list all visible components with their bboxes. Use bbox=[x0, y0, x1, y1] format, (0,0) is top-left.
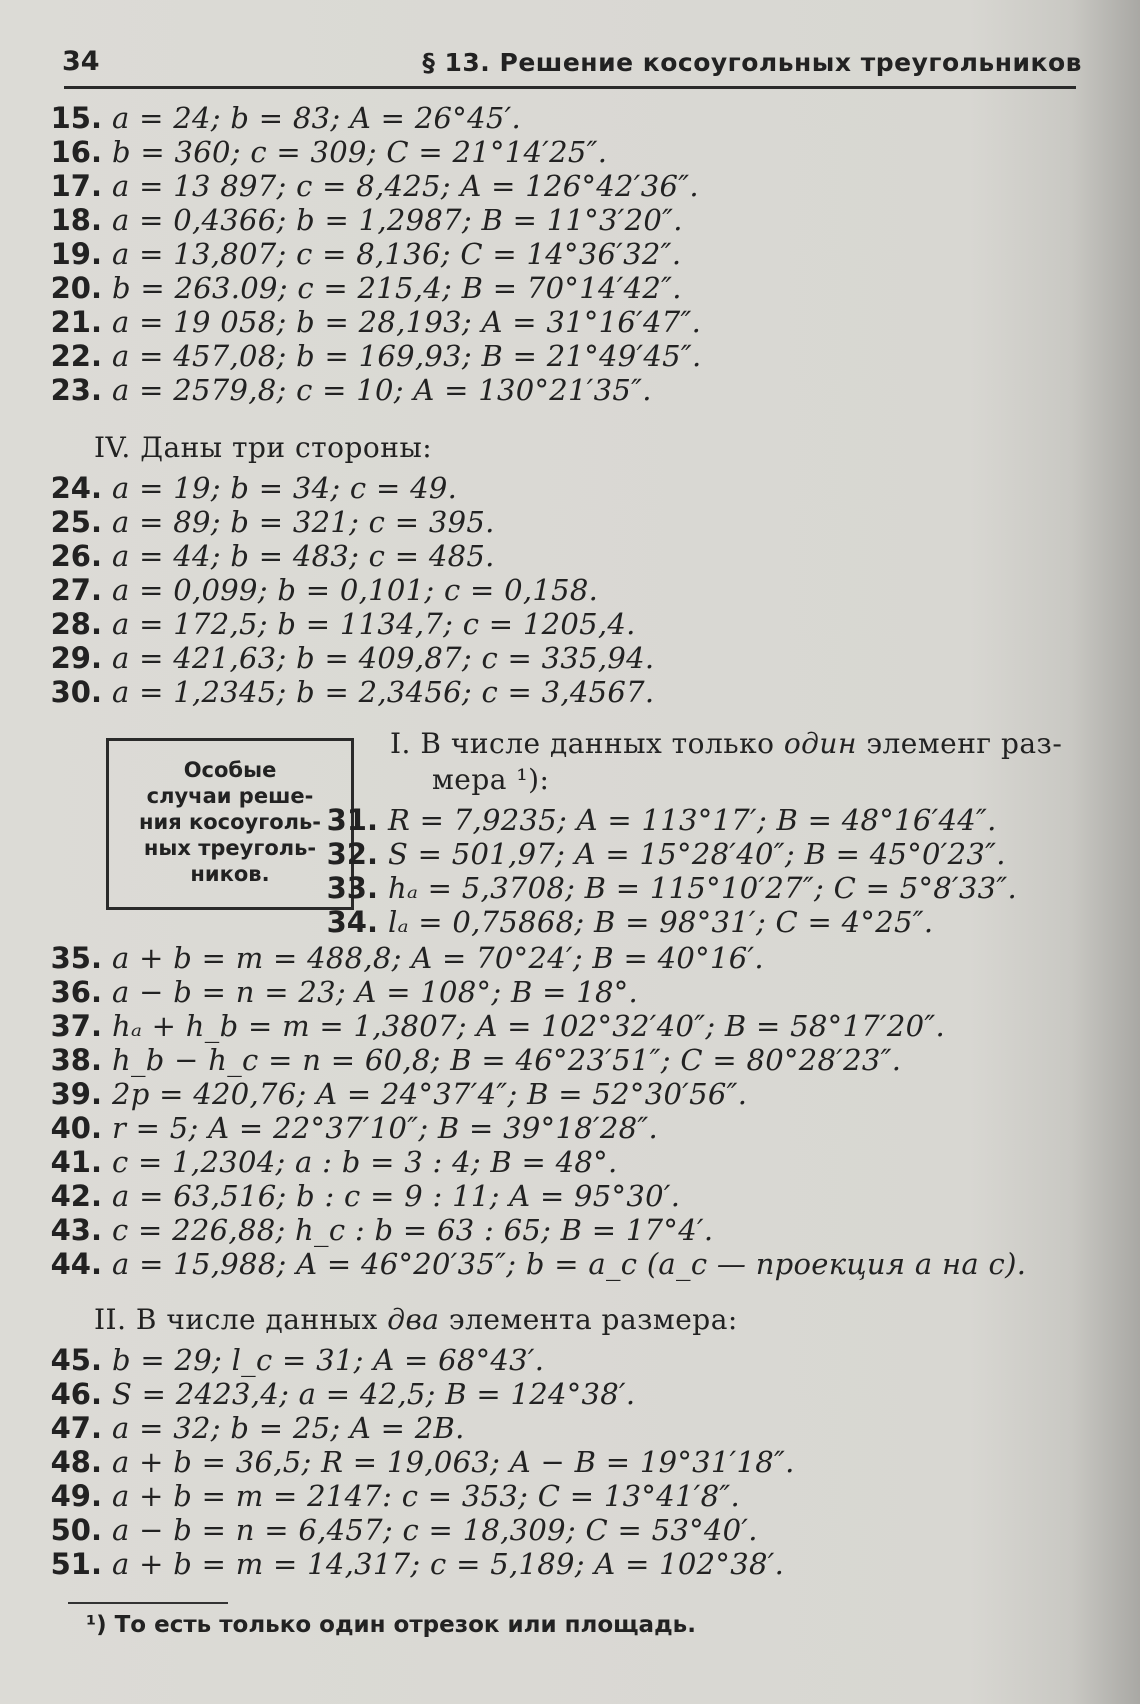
problem-line: 22. a = 457,08; b = 169,93; B = 21°49′45″. bbox=[50, 339, 702, 373]
problem-line: 26. a = 44; b = 483; c = 485. bbox=[50, 539, 495, 573]
problem-line: 41. c = 1,2304; a : b = 3 : 4; B = 48°. bbox=[50, 1145, 618, 1179]
problem-line: 18. a = 0,4366; b = 1,2987; B = 11°3′20″. bbox=[50, 203, 683, 237]
problem-line: 49. a + b = m = 2147: c = 353; C = 13°41′8″. bbox=[50, 1479, 740, 1513]
problem-line: 35. a + b = m = 488,8; A = 70°24′; B = 40°16′. bbox=[50, 941, 764, 975]
section-heading-cont: мера ¹): bbox=[432, 763, 550, 796]
section-heading: II. В числе данных два элемента размера: bbox=[94, 1303, 738, 1336]
problem-line: 50. a − b = n = 6,457; c = 18,309; C = 53°40′. bbox=[50, 1513, 758, 1547]
header-rule bbox=[64, 86, 1076, 89]
problem-line: 30. a = 1,2345; b = 2,3456; c = 3,4567. bbox=[50, 675, 655, 709]
box-line: случаи реше- bbox=[146, 784, 314, 808]
box-line: Особые bbox=[183, 758, 277, 782]
problem-line: 51. a + b = m = 14,317; c = 5,189; A = 102°38′. bbox=[50, 1547, 785, 1581]
problem-line: 16. b = 360; c = 309; C = 21°14′25″. bbox=[50, 135, 608, 169]
problem-line: 27. a = 0,099; b = 0,101; c = 0,158. bbox=[50, 573, 599, 607]
problem-line: 25. a = 89; b = 321; c = 395. bbox=[50, 505, 495, 539]
footnote: ¹) То есть только один отрезок или площадь. bbox=[86, 1612, 696, 1638]
problem-line: 28. a = 172,5; b = 1134,7; c = 1205,4. bbox=[50, 607, 636, 641]
page-header bbox=[62, 42, 1082, 82]
problem-line: 23. a = 2579,8; c = 10; A = 130°21′35″. bbox=[50, 373, 652, 407]
problem-line: 33. hₐ = 5,3708; B = 115°10′27″; C = 5°8′33″. bbox=[326, 871, 1018, 905]
problem-line: 36. a − b = n = 23; A = 108°; B = 18°. bbox=[50, 975, 639, 1009]
problem-line: 46. S = 2423,4; a = 42,5; B = 124°38′. bbox=[50, 1377, 636, 1411]
problem-line: 19. a = 13,807; c = 8,136; C = 14°36′32″. bbox=[50, 237, 682, 271]
page-number: 34 bbox=[62, 46, 100, 77]
problem-line: 32. S = 501,97; A = 15°28′40″; B = 45°0′23″. bbox=[326, 837, 1006, 871]
problem-line: 48. a + b = 36,5; R = 19,063; A − B = 19°31′18″. bbox=[50, 1445, 795, 1479]
problem-line: 20. b = 263.09; c = 215,4; B = 70°14′42″. bbox=[50, 271, 682, 305]
problem-line: 40. r = 5; A = 22°37′10″; B = 39°18′28″. bbox=[50, 1111, 659, 1145]
problem-line: 43. c = 226,88; h_c : b = 63 : 65; B = 17°4′. bbox=[50, 1213, 714, 1247]
problem-line: 21. a = 19 058; b = 28,193; A = 31°16′47″. bbox=[50, 305, 702, 339]
problem-line: 15. a = 24; b = 83; A = 26°45′. bbox=[50, 101, 521, 135]
problem-line: 34. lₐ = 0,75868; B = 98°31′; C = 4°25″. bbox=[326, 905, 934, 939]
box-line: ных треуголь- bbox=[143, 836, 317, 860]
section-heading: I. В числе данных только один элеменг раз- bbox=[390, 727, 1063, 760]
problem-line: 31. R = 7,9235; A = 113°17′; B = 48°16′44″. bbox=[326, 803, 997, 837]
problem-line: 29. a = 421,63; b = 409,87; c = 335,94. bbox=[50, 641, 655, 675]
problem-line: 39. 2p = 420,76; A = 24°37′4″; B = 52°30′56″. bbox=[50, 1077, 748, 1111]
problem-line: 47. a = 32; b = 25; A = 2B. bbox=[50, 1411, 465, 1445]
problem-line: 17. a = 13 897; c = 8,425; A = 126°42′36″. bbox=[50, 169, 699, 203]
box-line: ников. bbox=[190, 862, 270, 886]
footnote-rule bbox=[68, 1602, 228, 1604]
problem-line: 44. a = 15,988; A = 46°20′35″; b = a_c (a_c — проекция a на c). bbox=[50, 1247, 1027, 1281]
running-title: § 13. Решение косоугольных треугольников bbox=[422, 48, 1082, 77]
problem-line: 42. a = 63,516; b : c = 9 : 11; A = 95°30′. bbox=[50, 1179, 681, 1213]
problem-line: 37. hₐ + h_b = m = 1,3807; A = 102°32′40″; B = 58°17′20″. bbox=[50, 1009, 945, 1043]
problem-line: 45. b = 29; l_c = 31; A = 68°43′. bbox=[50, 1343, 545, 1377]
problem-line: 38. h_b − h_c = n = 60,8; B = 46°23′51″; C = 80°28′23″. bbox=[50, 1043, 902, 1077]
section-heading: IV. Даны три стороны: bbox=[94, 431, 433, 464]
problem-line: 24. a = 19; b = 34; c = 49. bbox=[50, 471, 458, 505]
box-line: ния косоуголь- bbox=[138, 810, 322, 834]
